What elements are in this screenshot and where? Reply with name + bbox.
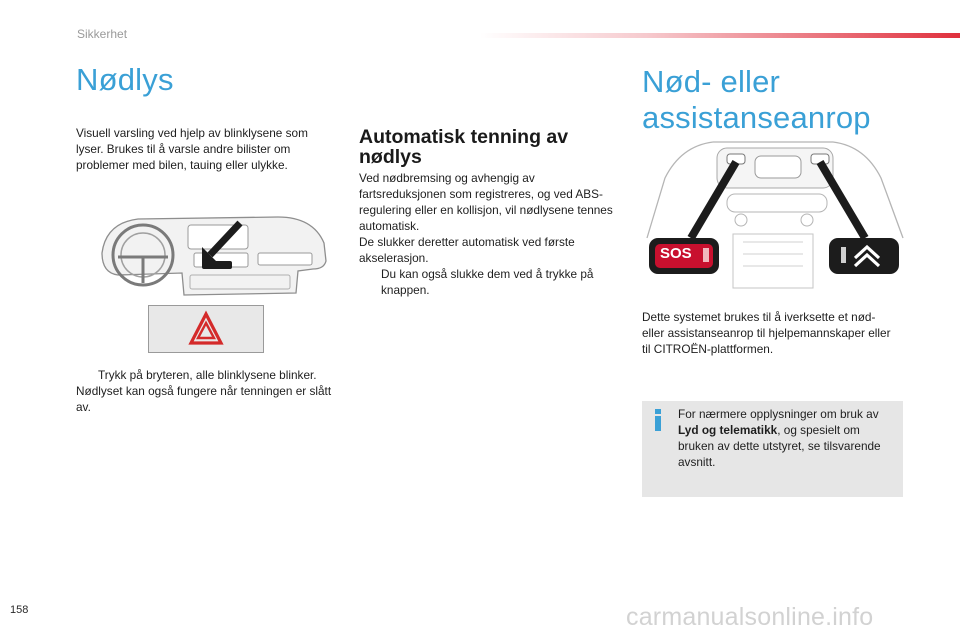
emergency-call-description-text: Dette systemet brukes til å iverksette et nød- eller assistanseanrop til hjelpemannskaper eller til CITROËN-plattformen. <box>642 310 891 356</box>
section-label: Sikkerhet <box>77 27 128 41</box>
hazard-bullet-text: Trykk på bryteren, alle blinklysene blinker. <box>98 368 317 382</box>
page-number: 158 <box>10 604 29 616</box>
auto-hazard-bullet <box>359 266 621 298</box>
bullet-marker <box>76 367 98 383</box>
info-text-link: Lyd og telematikk <box>678 423 778 437</box>
hazard-note: Nødlyset kan også fungere når tenningen er slått av. <box>76 384 332 414</box>
auto-hazard-body <box>359 170 621 298</box>
sos-button-label: SOS <box>660 245 692 262</box>
auto-hazard-title: Automatisk tenning av nødlys <box>359 126 569 169</box>
auto-hazard-bullet-text: Du kan også slukke dem ved å trykke på knappen. <box>381 267 594 297</box>
info-text <box>678 406 896 470</box>
auto-hazard-para2: De slukker deretter automatisk ved første akselerasjon. <box>359 235 575 265</box>
info-text-prefix: For nærmere opplysninger om bruk av <box>678 407 879 421</box>
header-accent-bar <box>480 33 960 38</box>
auto-hazard-para1: Ved nødbremsing og avhengig av fartsreduksjonen som registreres, og ved ABS-regulering eller en kollisjon, vil nødlysene tennes automatisk. <box>359 171 613 233</box>
info-text-suffix: , og spesielt om bruken av dette utstyret, se tilsvarende avsnitt. <box>678 423 881 469</box>
watermark: carmanualsonline.info <box>626 603 874 631</box>
hazard-intro-text: Visuell varsling ved hjelp av blinklysene som lyser. Brukes til å varsle andre bilister om problemer med bilen, tauing eller ulykke. <box>76 126 308 172</box>
hazard-switch-illustration <box>148 305 264 353</box>
hazard-title: Nødlys <box>76 62 174 97</box>
hazard-instructions <box>76 367 336 415</box>
hazard-intro <box>76 125 332 173</box>
dashboard-illustration <box>98 213 328 299</box>
bullet-marker <box>359 266 381 298</box>
emergency-call-title: Nød- eller assistanseanrop <box>642 64 871 135</box>
emergency-call-illustration <box>643 138 905 302</box>
hazard-bullet <box>76 367 336 383</box>
emergency-call-description <box>642 309 900 357</box>
info-icon <box>653 409 663 431</box>
